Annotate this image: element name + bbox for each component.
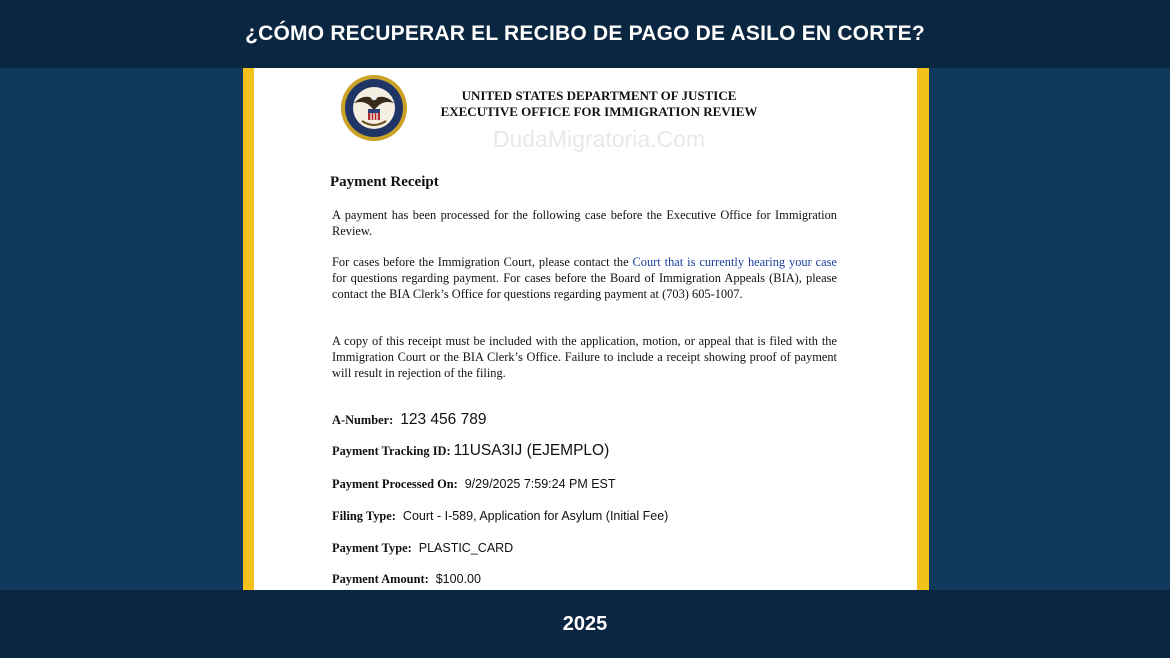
footer-year: 2025 <box>562 612 608 635</box>
watermark: DudaMigratoria.Com <box>492 126 706 152</box>
field-value: Court - I-589, Application for Asylum (Initial Fee) <box>402 509 669 523</box>
agency-heading <box>414 88 784 120</box>
field-label: Payment Processed On: <box>332 477 458 491</box>
agency-line-1: UNITED STATES DEPARTMENT OF JUSTICE <box>461 88 737 103</box>
field-value: 9/29/2025 7:59:24 PM EST <box>464 477 616 491</box>
field-label: Filing Type: <box>332 509 396 523</box>
receipt-document <box>254 68 917 590</box>
court-link[interactable]: Court that is currently hearing your case <box>632 255 837 269</box>
field-tracking-id <box>332 442 609 460</box>
field-value: $100.00 <box>435 572 481 586</box>
field-label: Payment Type: <box>332 541 412 555</box>
field-a-number <box>332 411 486 429</box>
contact-text-after: for questions regarding payment. For cases before the Board of Immigration Appeals (BIA), please contact the BIA Clerk’s Office for questions regarding payment at (703) 605-1007. <box>332 271 837 301</box>
field-label: Payment Tracking ID: <box>332 444 451 458</box>
field-label: Payment Amount: <box>332 572 429 586</box>
field-label: A-Number: <box>332 413 394 427</box>
header-bar <box>0 0 1170 68</box>
field-processed-on <box>332 477 616 492</box>
intro-paragraph: A payment has been processed for the following case before the Executive Office for Immigration Review. <box>332 208 837 238</box>
page-title: ¿CÓMO RECUPERAR EL RECIBO DE PAGO DE ASILO EN CORTE? <box>245 22 925 45</box>
field-filing-type <box>332 509 668 524</box>
field-payment-type <box>332 541 513 556</box>
field-payment-amount <box>332 572 481 587</box>
field-value: PLASTIC_CARD <box>418 541 514 555</box>
contact-paragraph <box>332 254 837 302</box>
copy-notice-paragraph: A copy of this receipt must be included with the application, motion, or appeal that is filed with the Immigration Court or the BIA Clerk’s Office. Failure to include a receipt showing proof of payment will result in rejection of the filing. <box>332 334 837 380</box>
field-value: 123 456 789 <box>400 411 487 428</box>
field-value: 11USA3IJ (EJEMPLO) <box>453 442 610 459</box>
footer-bar <box>0 590 1170 658</box>
document-frame <box>243 68 929 590</box>
receipt-title: Payment Receipt <box>330 174 439 190</box>
contact-text-before: For cases before the Immigration Court, please contact the <box>332 255 633 269</box>
agency-line-2: EXECUTIVE OFFICE FOR IMMIGRATION REVIEW <box>440 104 758 119</box>
